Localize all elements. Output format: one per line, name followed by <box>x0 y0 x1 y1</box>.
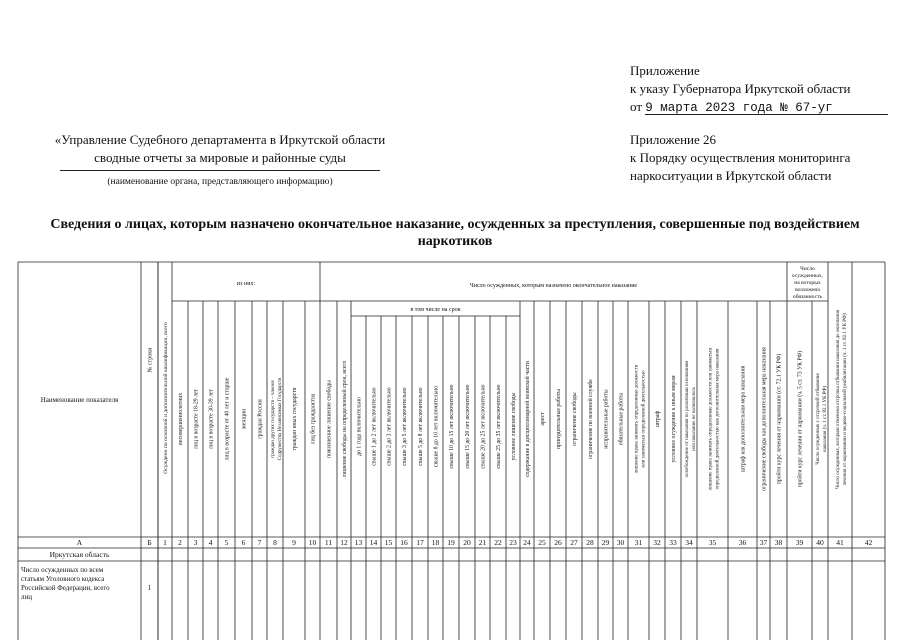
col-number: 21 <box>478 538 487 547</box>
column-header: свыше 2 до 3 лет включительно <box>386 387 393 466</box>
col-number: 40 <box>816 538 824 547</box>
col-number: 30 <box>616 538 625 547</box>
col-letter-b: Б <box>147 538 152 547</box>
col-number: 11 <box>324 538 333 547</box>
column-header: определенной деятельностью как дополнительная мера наказания <box>715 348 721 490</box>
col-number: 41 <box>836 538 844 547</box>
appendix-decree-line1: Приложение <box>630 63 700 78</box>
column-header: условное осуждение к иным мерам <box>671 375 677 463</box>
head-assigned: Число осужденных, которым назначено окончательное наказание <box>469 283 638 289</box>
date-value: 9 марта 2023 года № 67-уг <box>645 101 833 115</box>
column-header: условное лишение свободы <box>511 392 517 461</box>
column-header: лиц без гражданства <box>310 393 317 445</box>
col-number: 26 <box>554 538 562 547</box>
row1-label-line: Российской Федерации, всего <box>21 584 110 592</box>
column-header: штраф как дополнительная мера наказания <box>740 365 747 473</box>
column-header: свыше 25 до 35 лет включительно <box>496 384 502 469</box>
col-number: 28 <box>586 538 594 547</box>
column-header: несовершеннолетних <box>178 392 184 446</box>
head-of-them: из них: <box>236 281 256 287</box>
col-number: 35 <box>708 538 717 547</box>
column-header: Число осужденных с отсрочкой отбывания <box>816 373 821 465</box>
column-header: граждан иных государств <box>292 387 298 451</box>
col-number: 19 <box>447 538 455 547</box>
col-number: 31 <box>634 538 643 547</box>
col-number: 18 <box>431 538 440 547</box>
column-header: обязательные работы <box>618 392 625 446</box>
col-number: 3 <box>193 538 198 547</box>
col-number: 10 <box>308 538 317 547</box>
col-number: 7 <box>257 538 262 547</box>
col-number: 39 <box>795 538 804 547</box>
col-number: 13 <box>354 538 363 547</box>
column-header: содержание в дисциплинарной воинской части <box>525 361 531 477</box>
column-header: штраф <box>655 410 661 428</box>
appendix-decree-line2: к указу Губернатора Иркутской области <box>630 81 851 96</box>
column-header: свыше 10 до 15 лет включительно <box>449 384 455 469</box>
date-prefix: от <box>630 99 643 114</box>
appendix-order-line2: к Порядку осуществления мониторинга <box>630 150 851 165</box>
column-header: Содружества Независимых Государств <box>278 377 283 461</box>
region-row-label: Иркутская область <box>49 550 110 559</box>
column-header: освобождение от наказания по различным основаниям <box>685 360 690 478</box>
col-number: 17 <box>416 538 424 547</box>
column-header: ограничение свободы как дополнительная мера наказания <box>761 347 768 491</box>
col-number: 27 <box>570 538 578 547</box>
appendix-order-line1: Приложение 26 <box>630 132 717 147</box>
col-number: 22 <box>494 538 502 547</box>
column-header: лиц в возрасте от 40 лет и старше <box>224 377 231 461</box>
col-number: 5 <box>224 538 229 547</box>
col-number: 8 <box>273 538 277 547</box>
col-number: 1 <box>163 538 167 547</box>
column-header: наказания (ч. 1 ст. 82.1 УК РФ) <box>823 386 828 452</box>
column-header: граждан России <box>257 399 264 439</box>
head-also-line: на которых <box>794 280 821 286</box>
head-also-line: обязанность <box>792 294 823 300</box>
column-header: пройти курс лечения от наркомании (ст. 72.1 УК РФ) <box>776 353 783 485</box>
column-header: арест <box>540 412 546 426</box>
col-number: 6 <box>241 538 246 547</box>
column-header: до 1 года включительно <box>356 397 363 456</box>
row1-number: 1 <box>147 584 152 592</box>
organization-caption: (наименование органа, представляющего информацию) <box>107 177 333 187</box>
column-header: исправительные работы <box>603 389 610 449</box>
col-number: 25 <box>538 538 546 547</box>
head-also-line: осужденных, <box>791 273 824 279</box>
column-header: женщин <box>241 408 248 430</box>
column-header: свыше 15 до 20 лет включительно <box>465 384 471 469</box>
col-number: 20 <box>463 538 471 547</box>
col-number: 23 <box>509 538 517 547</box>
column-header: свыше 1 до 2 лет включительно <box>371 387 378 466</box>
col-letter-a: А <box>76 538 83 547</box>
head-line-no: № строки <box>147 347 154 373</box>
column-header: Число осужденных, которым отменена отсрочка отбывания наказания до окончания <box>836 309 841 490</box>
head-also-line: возложена <box>795 287 820 293</box>
column-header: граждан других государств – членов <box>271 380 276 458</box>
column-header: лиц в возрасте 30-39 лет <box>208 388 215 450</box>
column-header: свыше 20 до 25 лет включительно <box>480 384 487 469</box>
col-number: 37 <box>759 538 768 547</box>
col-number: 4 <box>208 538 213 547</box>
row1-label-line: Число осужденных по всем <box>21 566 104 574</box>
column-header: свыше 8 до 10 лет включительно <box>433 385 440 468</box>
col-number: 38 <box>774 538 783 547</box>
column-header: лишение свободы на определенный срок, всего <box>342 360 348 478</box>
head-total: Осуждено по основной и дополнительной квалификации, всего <box>163 322 169 474</box>
col-number: 12 <box>340 538 348 547</box>
column-header: принудительные работы <box>556 388 562 450</box>
column-header: лишение права занимать определенные должности <box>634 364 640 474</box>
column-header: лишение права занимать определенные должности или заниматься <box>708 347 714 491</box>
col-number: 32 <box>653 538 661 547</box>
appendix-order-line3: наркоситуации в Иркутской области <box>630 168 832 183</box>
organization-line1: «Управление Судебного департамента в Иркутской области <box>54 132 386 147</box>
head-indicator: Наименование показателя <box>40 396 119 404</box>
row1-label-line: статьям Уголовного кодекса <box>21 575 105 583</box>
column-header: или заниматься определенной деятельностью <box>641 370 647 468</box>
organization-line2: сводные отчеты за мировые и районные суды <box>94 150 346 165</box>
head-in-terms: в том числе на срок <box>410 307 461 313</box>
col-number: 14 <box>369 538 378 547</box>
column-header: свыше 5 до 8 лет включительно <box>418 387 424 466</box>
col-number: 34 <box>685 538 693 547</box>
column-header: пожизненное лишение свободы <box>326 379 333 459</box>
col-number: 16 <box>400 538 408 547</box>
col-number: 15 <box>384 538 393 547</box>
col-number: 29 <box>601 538 610 547</box>
column-header: ограничение по военной службе <box>588 379 594 459</box>
column-header: ограничение свободы <box>572 392 578 446</box>
column-header: или наказание не назначалось <box>692 387 697 451</box>
column-header: лиц в возрасте 18-29 лет <box>193 388 200 450</box>
col-number: 2 <box>178 538 182 547</box>
row1-label-line: лиц <box>21 593 32 601</box>
col-number: 42 <box>864 538 873 547</box>
col-number: 36 <box>738 538 747 547</box>
col-number: 9 <box>292 538 296 547</box>
col-number: 24 <box>523 538 531 547</box>
column-header: свыше 3 до 5 лет включительно <box>402 387 408 466</box>
head-also-line: Число <box>800 266 815 272</box>
report-title: Сведения о лицах, которым назначено окончательное наказание, осужденных за преступления, совершенные под воздействием наркотиков <box>50 217 860 249</box>
col-number: 33 <box>669 538 677 547</box>
column-header: лечения от наркомании и медико-социальной реабилитации (ч. 1 ст. 82.1 УК РФ) <box>843 313 848 486</box>
column-header: пройти курс лечения от наркомании (ч. 5 ст. 73 УК РФ) <box>797 350 804 488</box>
